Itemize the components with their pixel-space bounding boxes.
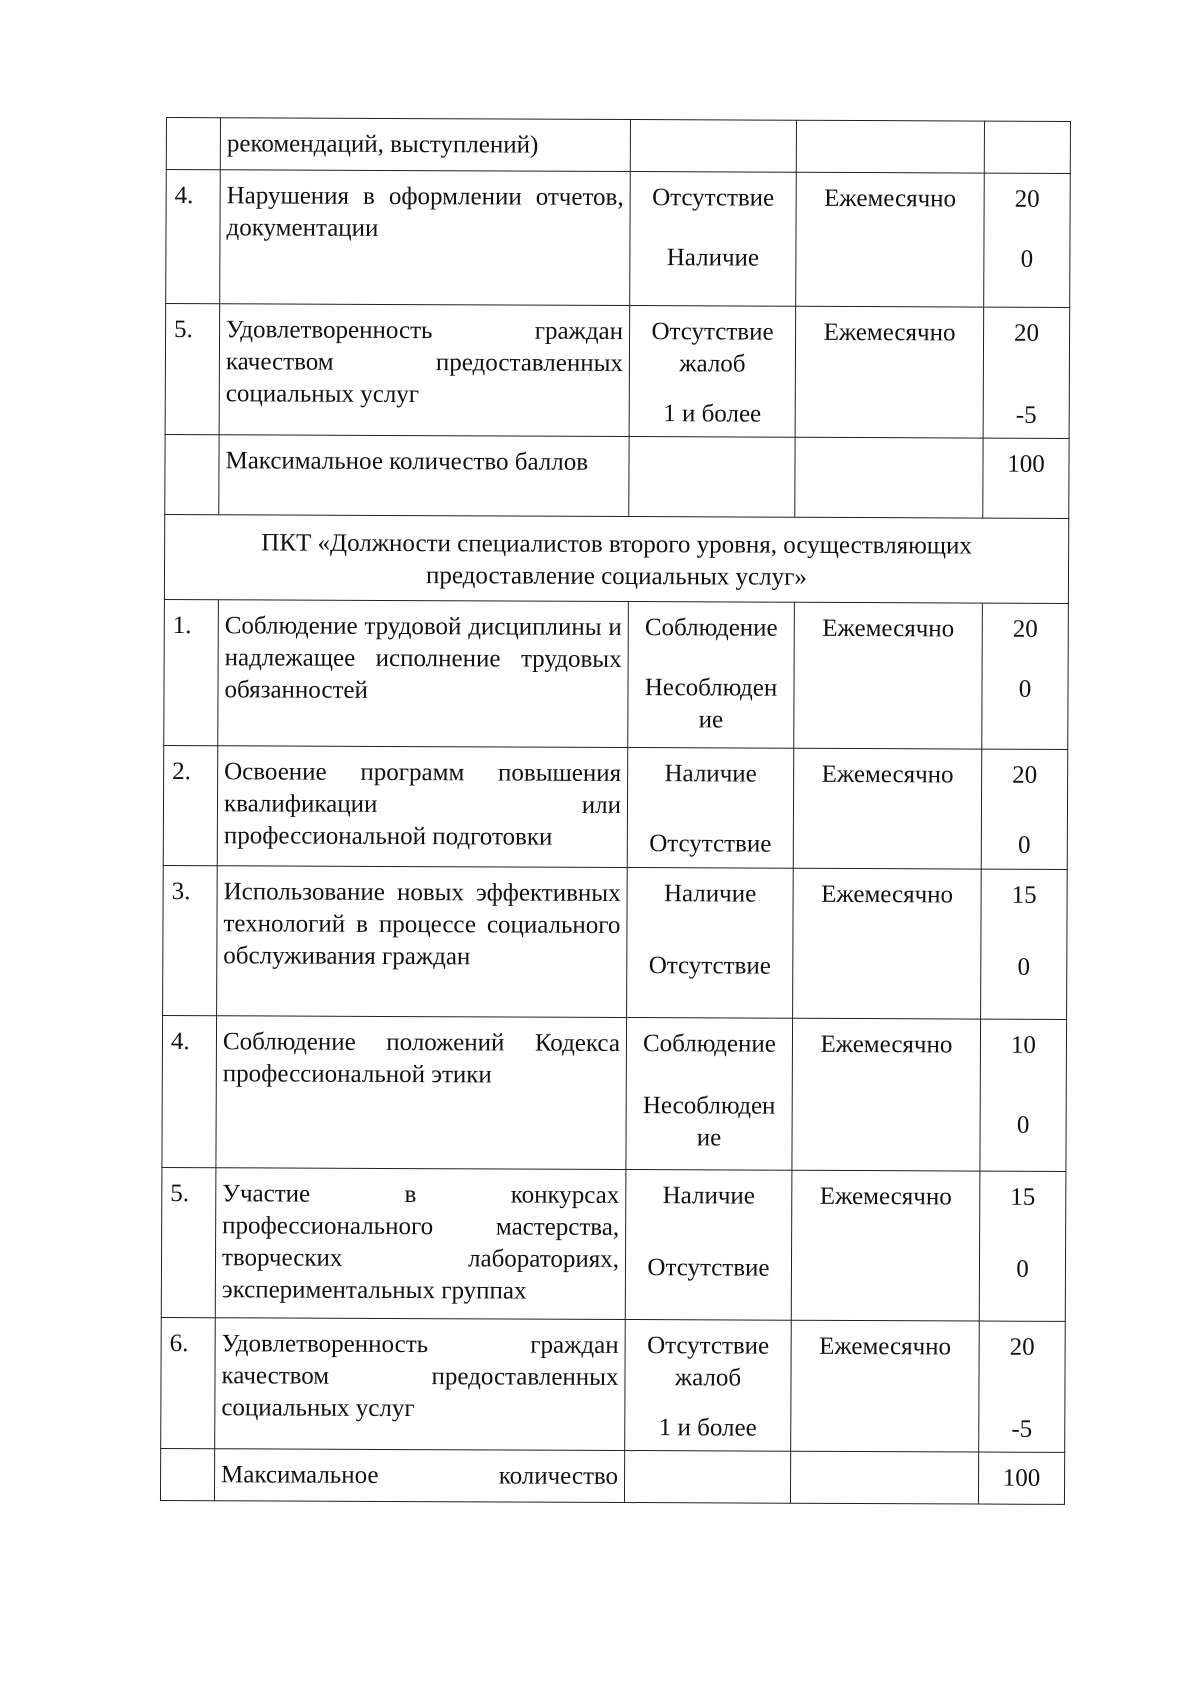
row-number: [166, 118, 220, 170]
conditions-cell: [625, 1170, 792, 1321]
points-cell: [984, 173, 1071, 307]
row-number: [165, 434, 219, 514]
points-value: -5: [1011, 1415, 1033, 1443]
points-cell: [979, 1171, 1066, 1321]
points-value: 20: [1009, 1333, 1035, 1361]
conditions-cell: [625, 1320, 792, 1452]
criteria-table: [160, 117, 1071, 1505]
points-cell: [979, 1321, 1066, 1452]
points-cell: [984, 121, 1070, 173]
condition-value: Наличие: [662, 1182, 755, 1210]
document-sheet: [160, 117, 1070, 1505]
condition-value: Отсутствие: [647, 1254, 770, 1282]
criterion-text: Освоение программ повышения квалификации или профессиональной подготовки: [217, 746, 628, 868]
points-value: 0: [1018, 675, 1032, 703]
period-value: Ежемесячно: [794, 602, 983, 749]
points-value: 20: [1012, 761, 1038, 789]
row-number: 4.: [166, 170, 221, 304]
period-value: Ежемесячно: [796, 172, 985, 307]
row-number: 4.: [162, 1015, 217, 1167]
table-row: [166, 118, 1070, 174]
period-cell: [796, 120, 984, 173]
table-row: [160, 1448, 1064, 1504]
condition-value: 1 и более: [663, 400, 762, 428]
period-value: Ежемесячно: [793, 748, 982, 869]
period-cell: [795, 437, 983, 518]
criterion-text: Соблюдение положений Кодекса профессиональной этики: [216, 1016, 627, 1170]
row-number: 5.: [165, 304, 220, 435]
period-value: Ежемесячно: [791, 1320, 980, 1452]
table-row: [163, 745, 1068, 869]
points-value: 100: [978, 1452, 1064, 1504]
criterion-text: Удовлетворенность граждан качеством предоставленных социальных услуг: [215, 1318, 626, 1451]
points-value: 20: [1012, 615, 1038, 643]
condition-value: Несоблюден ие: [644, 674, 778, 734]
conditions-cell: [629, 306, 796, 438]
row-number: 1.: [164, 599, 219, 745]
table-row: [165, 434, 1069, 518]
criterion-text: Использование новых эффективных технологий в процессе социального обслуживания граждан: [217, 866, 628, 1018]
section-heading-row: [164, 514, 1068, 603]
table-row: [166, 170, 1071, 308]
condition-value: Наличие: [663, 880, 757, 908]
conditions-cell: [624, 1451, 790, 1504]
points-value: 0: [1016, 1255, 1029, 1283]
criterion-text: Максимальное количество: [214, 1449, 624, 1503]
conditions-cell: [627, 748, 794, 869]
criterion-text: Максимальное количество баллов: [219, 435, 629, 517]
period-value: Ежемесячно: [793, 868, 982, 1019]
section-title: ПКТ «Должности специалистов второго уровня, осуществляющих предоставление социальных услуг»: [164, 514, 1068, 603]
conditions-cell: [630, 172, 797, 307]
points-value: 0: [1020, 245, 1034, 273]
criterion-text: Удовлетворенность граждан качеством предоставленных социальных услуг: [219, 304, 630, 437]
points-cell: [981, 869, 1068, 1019]
row-number: 2.: [163, 745, 218, 865]
points-value: 0: [1016, 1111, 1030, 1139]
conditions-cell: [627, 868, 794, 1019]
table-row: [164, 599, 1069, 749]
criterion-text: Соблюдение трудовой дисциплины и надлежащее исполнение трудовых обязанностей: [218, 600, 629, 748]
condition-value: Отсутствие жалоб: [647, 1332, 770, 1392]
conditions-cell: [629, 437, 795, 518]
condition-value: 1 и более: [658, 1414, 757, 1442]
condition-value: Соблюдение: [644, 614, 778, 642]
condition-value: Отсутствие: [649, 830, 772, 858]
points-value: 15: [1011, 881, 1037, 909]
points-value: 15: [1010, 1183, 1036, 1211]
row-number: [160, 1448, 214, 1500]
conditions-cell: [626, 1018, 793, 1171]
points-cell: [981, 749, 1068, 869]
points-cell: [982, 603, 1069, 749]
criterion-text: Участие в конкурсах профессионального мастерства, творческих лабораториях, экспериментальных группах: [215, 1168, 626, 1320]
period-value: Ежемесячно: [791, 1170, 980, 1321]
condition-value: Соблюдение: [642, 1030, 776, 1058]
points-value: 10: [1010, 1031, 1037, 1059]
points-cell: [980, 1019, 1067, 1171]
table-row: [165, 304, 1070, 439]
criterion-text: Нарушения в оформлении отчетов, документации: [220, 170, 631, 306]
condition-value: Отсутствие: [652, 184, 775, 212]
condition-value: Отсутствие: [648, 952, 771, 980]
period-cell: [790, 1451, 978, 1504]
row-number: 5.: [161, 1167, 216, 1317]
conditions-cell: [630, 120, 796, 173]
points-value: -5: [1015, 401, 1037, 429]
table-row: [161, 1167, 1066, 1321]
condition-value: Отсутствие жалоб: [651, 318, 774, 378]
row-number: 3.: [163, 865, 218, 1015]
points-value: 20: [1014, 185, 1040, 213]
points-value: 0: [1018, 831, 1031, 859]
period-value: Ежемесячно: [795, 306, 984, 438]
table-row: [163, 865, 1068, 1019]
table-row: [162, 1015, 1067, 1171]
table-row: [161, 1317, 1066, 1452]
condition-value: Наличие: [666, 244, 760, 272]
period-value: Ежемесячно: [792, 1018, 981, 1171]
points-value: 100: [983, 438, 1069, 518]
points-cell: [983, 307, 1070, 438]
criterion-text: рекомендаций, выступлений): [220, 118, 630, 172]
row-number: 6.: [161, 1317, 216, 1448]
condition-value: Несоблюден ие: [642, 1092, 776, 1152]
points-value: 0: [1017, 953, 1031, 981]
points-value: 20: [1014, 319, 1040, 347]
condition-value: Наличие: [664, 760, 757, 788]
conditions-cell: [628, 602, 795, 749]
